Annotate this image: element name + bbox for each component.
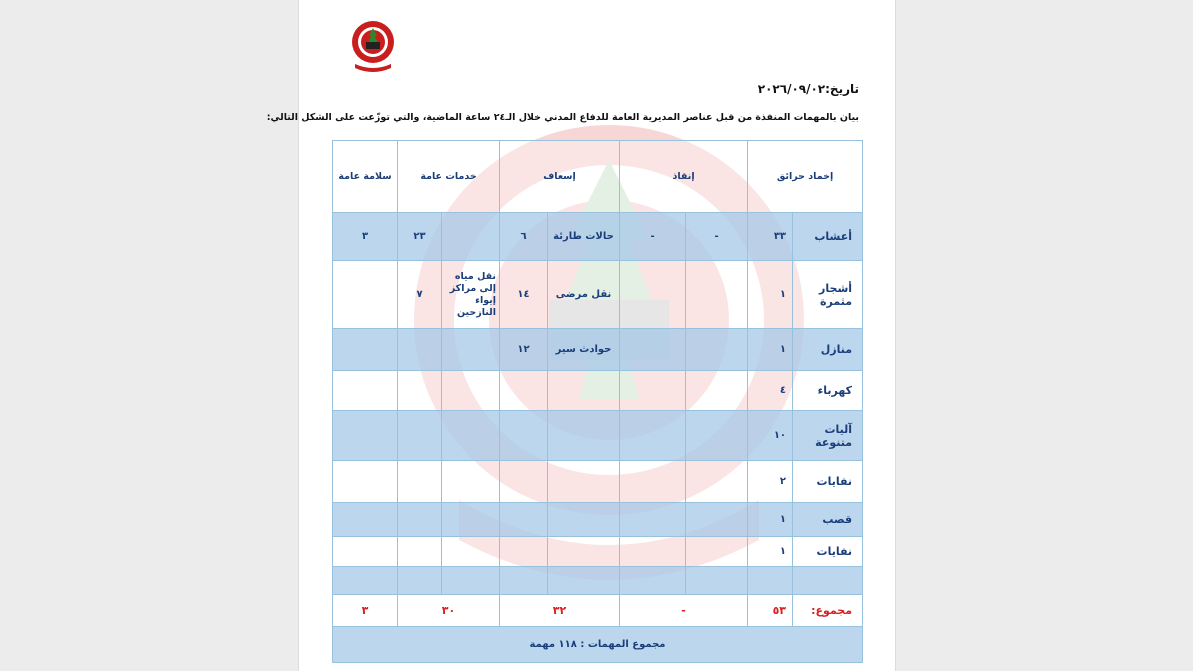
rescue-count — [620, 537, 686, 567]
rescue-count — [620, 411, 686, 461]
header-safety: سلامة عامة — [333, 141, 398, 213]
safety-count: ٣ — [333, 213, 398, 261]
row-label: منازل — [793, 329, 863, 371]
report-intro: بيان بالمهمات المنفذة من قبل عناصر المديرية العامة للدفاع المدني خلال الـ٢٤ ساعة الماضية، والتي توزّعت على الشكل التالي: — [266, 112, 859, 123]
rescue-type — [686, 261, 748, 329]
services-count — [398, 503, 442, 537]
rescue-type — [686, 537, 748, 567]
table-row — [333, 537, 863, 567]
ambulance-count — [500, 503, 548, 537]
fire-count: ٤ — [748, 371, 793, 411]
totals-label: مجموع: — [793, 595, 863, 627]
rescue-count: - — [620, 213, 686, 261]
table-row — [333, 261, 863, 329]
document-page — [266, 0, 896, 671]
ambulance-count — [500, 537, 548, 567]
rescue-count — [620, 503, 686, 537]
rescue-type — [686, 329, 748, 371]
ambulance-type — [548, 461, 620, 503]
table-row — [333, 411, 863, 461]
table-row — [333, 213, 863, 261]
fire-count: ٢ — [748, 461, 793, 503]
fire-count — [748, 567, 793, 595]
ambulance-count — [500, 411, 548, 461]
table-row — [333, 329, 863, 371]
ambulance-type — [548, 567, 620, 595]
safety-count — [333, 567, 398, 595]
fire-count: ١ — [748, 261, 793, 329]
grand-total-row — [333, 627, 863, 663]
fire-count: ١ — [748, 503, 793, 537]
services-count — [398, 537, 442, 567]
row-label: نفايات — [793, 461, 863, 503]
ambulance-type — [548, 411, 620, 461]
rescue-type: - — [686, 213, 748, 261]
services-count: ٧ — [398, 261, 442, 329]
rescue-type — [686, 461, 748, 503]
services-type — [442, 411, 500, 461]
services-type — [442, 329, 500, 371]
services-count — [398, 461, 442, 503]
safety-count — [333, 461, 398, 503]
fire-count: ١ — [748, 537, 793, 567]
ambulance-type — [548, 537, 620, 567]
table-row — [333, 371, 863, 411]
services-count — [398, 371, 442, 411]
rescue-count — [620, 329, 686, 371]
ambulance-type: حالات طارئة — [548, 213, 620, 261]
services-type — [442, 567, 500, 595]
totals-rescue: - — [620, 595, 748, 627]
safety-count — [333, 503, 398, 537]
table-row — [333, 567, 863, 595]
services-type — [442, 503, 500, 537]
report-date: تاريخ:٢٠٢٦/٠٩/٠٢ — [757, 82, 859, 96]
header-rescue: إنقاذ — [620, 141, 748, 213]
services-count — [398, 411, 442, 461]
rescue-count — [620, 371, 686, 411]
header-row — [333, 141, 863, 213]
services-count — [398, 329, 442, 371]
ambulance-count — [500, 461, 548, 503]
ambulance-type: نقل مرضى — [548, 261, 620, 329]
services-type — [442, 213, 500, 261]
row-label: نفايات — [793, 537, 863, 567]
rescue-count — [620, 261, 686, 329]
totals-ambulance: ٣٢ — [500, 595, 620, 627]
ambulance-type — [548, 503, 620, 537]
ambulance-type — [548, 371, 620, 411]
row-label: أشجار مثمرة — [793, 261, 863, 329]
services-type — [442, 537, 500, 567]
ambulance-count — [500, 567, 548, 595]
services-type — [442, 461, 500, 503]
header-ambulance: إسعاف — [500, 141, 620, 213]
totals-safety: ٣ — [333, 595, 398, 627]
tasks-table — [332, 140, 863, 663]
safety-count — [333, 261, 398, 329]
ambulance-type: حوادث سير — [548, 329, 620, 371]
rescue-type — [686, 411, 748, 461]
ambulance-count: ٦ — [500, 213, 548, 261]
services-type: نقل مياه إلى مراكز إيواء النازحين — [442, 261, 500, 329]
row-label: آليات متنوعة — [793, 411, 863, 461]
rescue-count — [620, 567, 686, 595]
fire-count: ١ — [748, 329, 793, 371]
totals-fire: ٥٣ — [748, 595, 793, 627]
services-count: ٢٣ — [398, 213, 442, 261]
row-label: أعشاب — [793, 213, 863, 261]
fire-count: ٣٣ — [748, 213, 793, 261]
services-count — [398, 567, 442, 595]
safety-count — [333, 329, 398, 371]
totals-services: ٣٠ — [398, 595, 500, 627]
safety-count — [333, 411, 398, 461]
row-label — [793, 567, 863, 595]
services-type — [442, 371, 500, 411]
fire-count: ١٠ — [748, 411, 793, 461]
ambulance-count: ١٤ — [500, 261, 548, 329]
rescue-type — [686, 371, 748, 411]
safety-count — [333, 537, 398, 567]
ambulance-count — [500, 371, 548, 411]
row-label: قصب — [793, 503, 863, 537]
rescue-type — [686, 503, 748, 537]
rescue-count — [620, 461, 686, 503]
totals-row — [333, 595, 863, 627]
rescue-type — [686, 567, 748, 595]
header-fire: إخماد حرائق — [748, 141, 863, 213]
table-row — [333, 503, 863, 537]
table-row — [333, 461, 863, 503]
header-services: خدمات عامة — [398, 141, 500, 213]
grand-total: مجموع المهمات : ١١٨ مهمة — [333, 627, 863, 663]
row-label: كهرباء — [793, 371, 863, 411]
ambulance-count: ١٢ — [500, 329, 548, 371]
safety-count — [333, 371, 398, 411]
civil-defense-logo-icon — [349, 20, 397, 78]
